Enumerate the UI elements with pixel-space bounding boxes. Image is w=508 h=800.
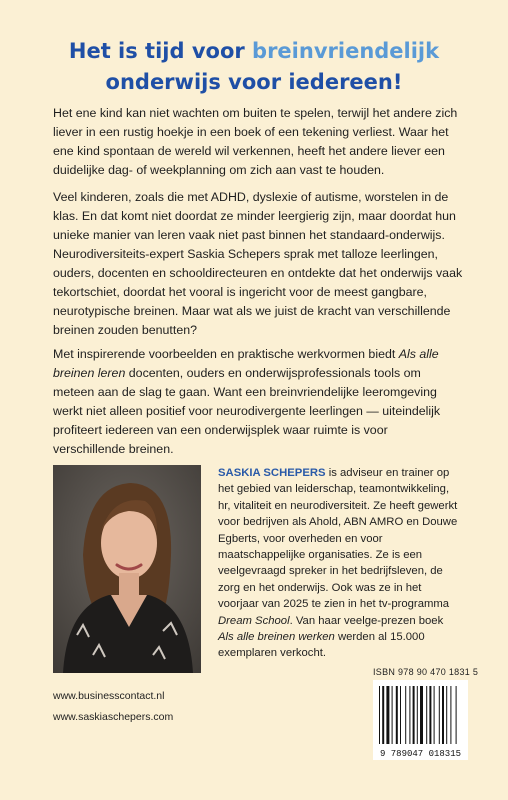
p3-before: Met inspirerende voorbeelden en praktische werkvormen biedt bbox=[53, 347, 399, 361]
intro-paragraph-2: Veel kinderen, zoals die met ADHD, dyslexie of autisme, worstelen in de klas. En dat komt niet doordat ze minder leergierig zijn, maar doordat hun unieke manier van leren vaak niet past binnen het standaard-onderwijs. Neurodiversiteits-expert Saskia Schepers sprak met talloze leerlingen, ouders, docenten en schooldirecteuren en ontdekte dat het onderwijs vaak tekortschiet, doordat het vooral is ingericht voor de meest gangbare, neurotypische breinen. Maar wat als we juist de kracht van verschillende breinen zouden benutten? bbox=[53, 190, 463, 337]
author-photo bbox=[53, 465, 201, 673]
p3-after: docenten, ouders en onderwijsprofessionals tools om meteen aan de slag te gaan. Want een breinvriendelijke leeromgeving werkt niet alleen positief voor neurodivergente leerlingen — uiteindelijk profiteert iedereen van een onderwijsplek waar ruimte is voor verschillende breinen. bbox=[53, 366, 441, 456]
bio-text-2: . Van haar veelge-prezen boek bbox=[289, 614, 444, 627]
headline-accent: breinvriendelijk bbox=[252, 39, 440, 63]
bio-show-title: Dream School bbox=[218, 614, 290, 627]
intro-paragraph-1: Het ene kind kan niet wachten om buiten te spelen, terwijl het andere zich liever in een rustig hoekje in een boek of een tekening verliest. Waar het ene kind spontaan de wereld wil verkennen, heeft het andere liever een duidelijke dag- of weekplanning om zich aan vast te houden. bbox=[53, 106, 458, 177]
bio-book-title: Als alle breinen werken bbox=[218, 631, 335, 644]
link-saskiaschepers[interactable]: www.saskiaschepers.com bbox=[53, 711, 174, 723]
link-businesscontact[interactable]: www.businesscontact.nl bbox=[53, 690, 165, 702]
barcode-graphic bbox=[373, 680, 468, 760]
website-links bbox=[53, 686, 173, 728]
p3-book-title: Als alle breinen leren bbox=[53, 347, 439, 380]
isbn: ISBN 978 90 470 1831 5 bbox=[373, 667, 479, 677]
barcode-number: 9 789047 018315 bbox=[379, 749, 462, 759]
headline-part2: onderwijs voor iedereen! bbox=[105, 70, 403, 94]
bio-text-3: werden al 15.000 exemplaren verkocht. bbox=[218, 631, 425, 660]
headline bbox=[0, 36, 508, 98]
intro-paragraph-3 bbox=[53, 345, 463, 459]
barcode bbox=[373, 680, 468, 760]
headline-part1: Het is tijd voor bbox=[68, 39, 253, 63]
author-bio bbox=[218, 465, 458, 662]
bio-text-1: is adviseur en trainer op het gebied van leiderschap, teamontwikkeling, hr, vitaliteit en neurodiversiteit. Ze heeft gewerkt voor bedrijven als Ahold, ABN AMRO en Douwe Egberts, voor overheden en voor maatschappelijke organisaties. Ze is een veelgevraagd spreker in het bedrijfsleven, de zorg en het onderwijs. Ook was ze in het voorjaar van 2025 te zien in het tv-programma bbox=[218, 467, 458, 611]
author-name: SASKIA SCHEPERS bbox=[218, 467, 326, 479]
